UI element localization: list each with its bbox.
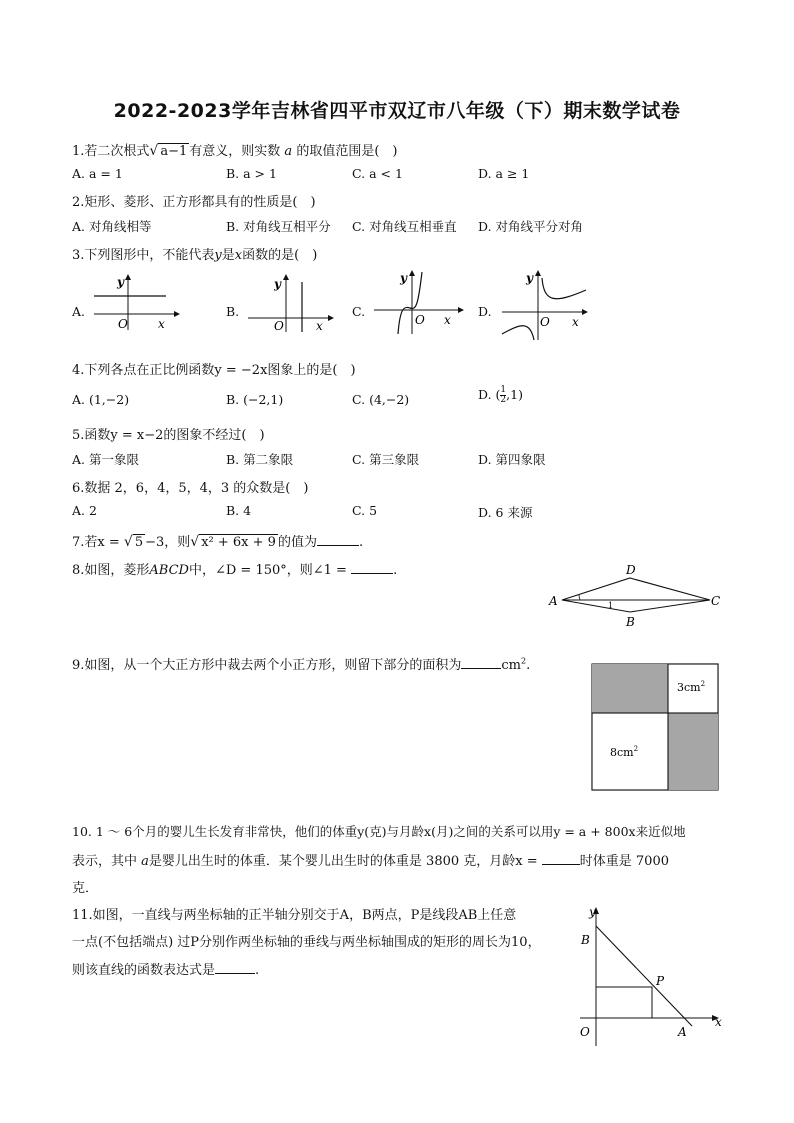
- q3-graph-b: [244, 272, 334, 334]
- q3-graph-a: [90, 272, 180, 334]
- origin-label: O: [540, 315, 550, 329]
- label-a: A: [549, 594, 558, 608]
- q7-prefix: 7.若x =: [72, 535, 124, 550]
- label-c: C: [711, 594, 721, 608]
- y-label: y: [589, 905, 596, 919]
- q9-text: 9.如图，从一个大正方形中裁去两个小正方形，则留下部分的面积为: [72, 658, 462, 673]
- line-ab: [596, 926, 692, 1026]
- q1-prefix: 1.若二次根式: [72, 144, 150, 159]
- q7-end: .: [358, 535, 364, 550]
- y-label: y: [526, 271, 533, 285]
- sqrt-symbol: √: [190, 534, 200, 550]
- q2-option-c[interactable]: C. 对角线互相垂直: [352, 219, 457, 234]
- q11-end: .: [255, 963, 260, 978]
- question-11-line3: [72, 959, 259, 978]
- x-label: x: [316, 319, 323, 333]
- x-label: x: [715, 1015, 722, 1029]
- y-arrow-icon: [283, 274, 289, 280]
- q2-option-a[interactable]: A. 对角线相等: [72, 219, 152, 234]
- q9-answer-blank[interactable]: [461, 656, 501, 669]
- q3-var-x: x: [234, 248, 243, 263]
- label-8cm: $8cm^2$: [610, 745, 639, 759]
- q8-rhombus-figure: [540, 560, 730, 628]
- y-label: y: [400, 271, 407, 285]
- q3-mid: 是: [221, 248, 235, 263]
- q1-var: a: [284, 144, 293, 159]
- q3-option-b[interactable]: B.: [226, 304, 240, 319]
- label-a: A: [678, 1025, 687, 1039]
- q1-option-d[interactable]: D. a ≥ 1: [478, 166, 530, 181]
- label-b: B: [581, 933, 590, 947]
- question-10-line3: 克．: [72, 881, 99, 896]
- q4-option-d[interactable]: [478, 386, 523, 405]
- origin-label: O: [274, 319, 284, 333]
- q7-mid: −3，则: [145, 535, 191, 550]
- q8-answer-blank[interactable]: [351, 561, 393, 574]
- q1-suffix: 有意义，则实数: [189, 144, 281, 159]
- q10-mid: 是婴儿出生时的体重．某个婴儿出生时的体重是 3800 克，月龄x =: [148, 854, 542, 869]
- q9-unit: cm: [501, 658, 522, 673]
- q1-option-a[interactable]: A. a = 1: [72, 166, 123, 181]
- q1-tail: 的取值范围是( ): [296, 144, 398, 159]
- origin-label: O: [580, 1025, 590, 1039]
- q3-option-d[interactable]: D.: [478, 304, 492, 319]
- y-arrow-icon: [409, 270, 415, 276]
- graph-curve-left: [502, 326, 534, 340]
- question-2: 2.矩形、菱形、正方形都具有的性质是( ): [72, 195, 316, 210]
- q11-answer-blank[interactable]: [215, 961, 255, 974]
- question-6: 6.数据 2，6，4，5，4，3 的众数是( ): [72, 481, 309, 496]
- question-7: [72, 531, 363, 550]
- question-11-line2: 一点(不包括端点) 过P分别作两坐标轴的垂线与两坐标轴围成的矩形的周长为10，: [72, 935, 541, 950]
- q5-option-b[interactable]: B. 第二象限: [226, 452, 294, 467]
- question-1: [72, 140, 397, 159]
- q11-line-figure: [574, 902, 730, 1048]
- question-10-line1: 10. 1 ～ 6个月的婴儿生长发育非常快，他们的体重y(克)与月龄x(月)之间的关系可以用y = a + 800x来近似地: [72, 824, 686, 839]
- q10-answer-blank[interactable]: [542, 852, 580, 865]
- q1-radicand: a−1: [160, 144, 188, 159]
- q8-mid: 中，∠D = 150°，则∠1 =: [188, 563, 352, 578]
- q10-suffix: 时体重是 7000: [579, 854, 669, 869]
- shaded-region-right: [668, 713, 718, 790]
- q7-root2: x² + 6x + 9: [201, 535, 276, 550]
- question-3: [72, 244, 317, 263]
- q7-suffix: 的值为: [277, 535, 317, 550]
- q11-prefix: 则该直线的函数表达式是: [72, 963, 216, 978]
- x-arrow-icon: [582, 309, 588, 315]
- q8-shape: ABCD: [149, 563, 189, 578]
- q4-option-b[interactable]: B. (−2,1): [226, 392, 284, 407]
- q4-d-suffix: ,1): [506, 387, 523, 402]
- q5-option-a[interactable]: A. 第一象限: [72, 452, 139, 467]
- y-label: y: [117, 275, 124, 289]
- q9-squares-figure: [590, 662, 720, 792]
- graph-curve-right: [542, 278, 586, 299]
- q10-var: a: [141, 854, 149, 869]
- q8-prefix: 8.如图，菱形: [72, 563, 150, 578]
- frac-num: 1: [500, 385, 507, 395]
- q3-tail: 函数的是( ): [242, 248, 318, 263]
- question-11-line1: 11.如图，一直线与两坐标轴的正半轴分别交于A，B两点，P是线段AB上任意: [72, 908, 517, 923]
- page-title: 2022-2023学年吉林省四平市双辽市八年级（下）期末数学试卷: [113, 100, 681, 122]
- x-label: x: [158, 317, 165, 331]
- q1-option-c[interactable]: C. a < 1: [352, 166, 403, 181]
- label-p: P: [656, 974, 665, 988]
- sqrt-symbol: √: [123, 534, 133, 550]
- q9-unit-sup: 2: [521, 656, 527, 666]
- label-d: D: [626, 563, 636, 577]
- q8-end: .: [393, 563, 398, 578]
- q2-option-b[interactable]: B. 对角线互相平分: [226, 219, 331, 234]
- question-8: [72, 559, 397, 578]
- q3-option-c[interactable]: C.: [352, 304, 366, 319]
- sqrt-symbol: √: [149, 143, 159, 159]
- frac-den: 2: [500, 395, 507, 405]
- question-5: 5.函数y = x−2的图象不经过( ): [72, 428, 265, 443]
- q5-option-c[interactable]: C. 第三象限: [352, 452, 420, 467]
- x-label: x: [572, 315, 579, 329]
- q4-option-a[interactable]: A. (1,−2): [72, 392, 130, 407]
- origin-label: O: [415, 313, 425, 327]
- q1-option-b[interactable]: B. a > 1: [226, 166, 277, 181]
- origin-label: O: [118, 317, 128, 331]
- q3-option-a[interactable]: A.: [72, 304, 86, 319]
- question-9: [72, 654, 530, 673]
- q9-end: .: [526, 658, 531, 673]
- q10-prefix: 表示，其中: [72, 854, 138, 869]
- q4-option-c[interactable]: C. (4,−2): [352, 392, 410, 407]
- q6-option-d[interactable]: D. 6 来源: [478, 505, 533, 520]
- y-arrow-icon: [535, 270, 541, 276]
- x-arrow-icon: [174, 311, 180, 317]
- y-label: y: [274, 277, 281, 291]
- angle-1-label: 1: [608, 601, 614, 610]
- label-3cm: $3cm^2$: [677, 680, 706, 694]
- q5-option-d[interactable]: D. 第四象限: [478, 452, 546, 467]
- q7-answer-blank[interactable]: [317, 533, 359, 546]
- q3-var-y: y: [214, 248, 222, 263]
- x-arrow-icon: [328, 315, 334, 321]
- rhombus-outline: [562, 578, 710, 612]
- q6-option-b[interactable]: B. 4: [226, 503, 252, 518]
- x-label: x: [444, 313, 451, 327]
- angle-arc: [579, 595, 580, 600]
- rectangle-sides: [596, 987, 652, 1018]
- q6-option-a[interactable]: A. 2: [72, 503, 97, 518]
- x-arrow-icon: [458, 307, 464, 313]
- q3-graph-d: [498, 268, 590, 344]
- q3-graph-c: [370, 268, 466, 336]
- question-10-line2: [72, 850, 669, 869]
- shaded-region-top: [592, 664, 668, 713]
- question-4: 4.下列各点在正比例函数y = −2x图象上的是( ): [72, 363, 356, 378]
- q6-option-c[interactable]: C. 5: [352, 503, 378, 518]
- q7-root1: 5: [134, 535, 144, 550]
- q2-option-d[interactable]: D. 对角线平分对角: [478, 219, 584, 234]
- y-arrow-icon: [125, 274, 131, 280]
- q4-d-prefix: D. (: [478, 387, 501, 402]
- label-b: B: [626, 615, 635, 628]
- q3-prefix: 3.下列图形中，不能代表: [72, 248, 215, 263]
